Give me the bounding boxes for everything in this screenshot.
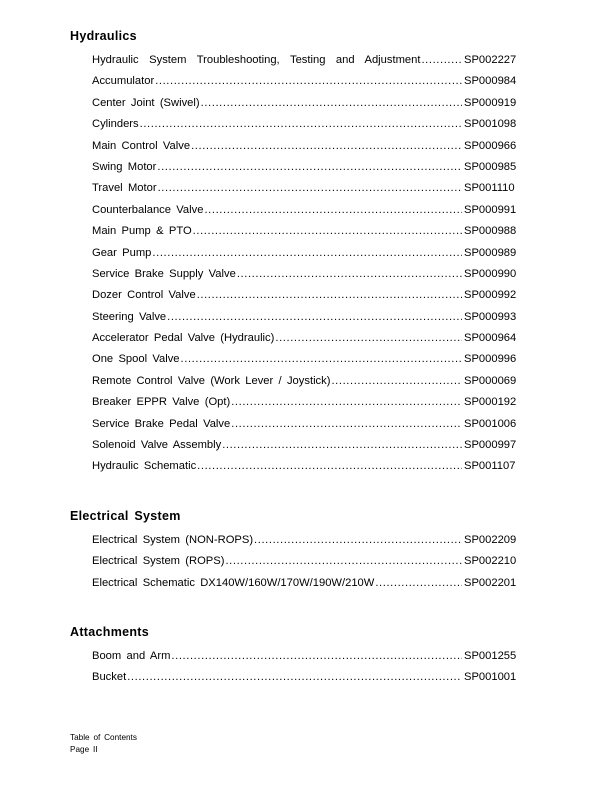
toc-entry-code: SP000964 — [464, 332, 517, 345]
toc-entry-code: SP002209 — [464, 533, 517, 546]
dot-leader — [225, 561, 462, 573]
section-title: Attachments — [70, 624, 150, 639]
toc-entry[interactable] — [92, 456, 526, 477]
dot-leader — [171, 655, 462, 667]
toc-entry-code: SP001107 — [464, 460, 516, 473]
toc-entry-code: SP000990 — [464, 267, 517, 280]
toc-entry[interactable] — [92, 71, 526, 92]
toc-entry-label: Service Brake Pedal Valve — [92, 417, 231, 430]
toc-entry[interactable] — [92, 392, 526, 413]
toc-entry-label: Electrical Schematic DX140W/160W/170W/190W/210W — [92, 576, 375, 589]
dot-leader — [193, 231, 462, 243]
toc-entry-label: Service Brake Supply Valve — [92, 267, 236, 280]
toc-entry-code: SP000991 — [464, 203, 517, 216]
toc-entry[interactable] — [92, 136, 526, 157]
footer-page-number: Page II — [70, 744, 98, 754]
dot-leader — [421, 59, 462, 71]
dot-leader — [375, 582, 462, 594]
toc-entry[interactable] — [92, 157, 526, 178]
toc-entry-label: Main Control Valve — [92, 139, 191, 152]
dot-leader — [167, 316, 462, 328]
toc-entry-label: Main Pump & PTO — [92, 225, 192, 238]
toc-entry-code: SP001255 — [464, 649, 517, 662]
dot-leader — [222, 444, 462, 456]
dot-leader — [155, 81, 462, 93]
toc-entry-label: Electrical System (ROPS) — [92, 555, 225, 568]
dot-leader — [254, 539, 462, 551]
dot-leader — [237, 273, 462, 285]
toc-entry[interactable] — [92, 414, 526, 435]
dot-leader — [197, 466, 462, 478]
dot-leader — [152, 252, 462, 264]
toc-entry[interactable] — [92, 573, 526, 594]
toc-entry-label: Bucket — [92, 671, 127, 684]
toc-list — [70, 50, 526, 478]
toc-section — [70, 624, 526, 689]
toc-section — [70, 508, 526, 594]
toc-entry[interactable] — [92, 200, 526, 221]
toc-entry-label: Travel Motor — [92, 182, 157, 195]
dot-leader — [197, 295, 462, 307]
toc-entry-label: Dozer Control Valve — [92, 289, 196, 302]
dot-leader — [201, 102, 462, 114]
toc-entry[interactable] — [92, 178, 526, 199]
dot-leader — [331, 380, 462, 392]
toc-entry[interactable] — [92, 93, 526, 114]
toc-entry-label: Gear Pump — [92, 246, 152, 259]
toc-entry-code: SP000997 — [464, 439, 517, 452]
toc-entry-code: SP001110 — [464, 182, 515, 195]
toc-section — [70, 28, 526, 478]
dot-leader — [231, 423, 462, 435]
toc-list — [70, 530, 526, 594]
toc-entry[interactable] — [92, 371, 526, 392]
dot-leader — [181, 359, 462, 371]
toc-entry-code: SP000919 — [464, 96, 517, 109]
footer-title: Table of Contents — [70, 733, 137, 742]
toc-content — [70, 28, 526, 689]
section-title: Hydraulics — [70, 29, 137, 43]
toc-entry-code: SP000996 — [464, 353, 517, 366]
toc-entry-label: One Spool Valve — [92, 353, 180, 366]
toc-list — [70, 646, 526, 689]
toc-entry-code: SP002210 — [464, 555, 517, 568]
toc-entry-code: SP000069 — [464, 374, 517, 387]
toc-entry-label: Center Joint (Swivel) — [92, 96, 200, 109]
toc-entry[interactable] — [92, 264, 526, 285]
toc-entry-code: SP000192 — [464, 396, 517, 409]
toc-entry-code: SP001098 — [464, 118, 517, 131]
toc-entry-code: SP000992 — [464, 289, 517, 302]
toc-entry[interactable] — [92, 667, 526, 688]
dot-leader — [191, 145, 462, 157]
page-footer — [70, 732, 137, 755]
toc-entry[interactable] — [92, 221, 526, 242]
toc-entry-label: Accumulator — [92, 75, 155, 88]
toc-entry-label: Swing Motor — [92, 160, 157, 173]
dot-leader — [204, 209, 462, 221]
toc-entry-label: Accelerator Pedal Valve (Hydraulic) — [92, 332, 275, 345]
toc-entry[interactable] — [92, 349, 526, 370]
toc-entry[interactable] — [92, 307, 526, 328]
toc-entry-label: Hydraulic System Troubleshooting, Testing and Adjustment — [92, 54, 421, 66]
toc-entry-code: SP000985 — [464, 160, 517, 173]
toc-entry-label: Hydraulic Schematic — [92, 460, 197, 473]
toc-entry-label: Cylinders — [92, 118, 139, 131]
toc-entry[interactable] — [92, 328, 526, 349]
toc-entry-code: SP002201 — [464, 576, 517, 589]
toc-entry-code: SP001001 — [464, 671, 517, 684]
section-title: Electrical System — [70, 508, 181, 523]
dot-leader — [275, 337, 462, 349]
toc-entry-label: Counterbalance Valve — [92, 203, 204, 216]
toc-entry-code: SP001006 — [464, 417, 517, 430]
toc-entry[interactable] — [92, 243, 526, 264]
toc-entry-code: SP000984 — [464, 75, 517, 88]
toc-entry-code: SP002227 — [464, 54, 517, 66]
toc-entry[interactable] — [92, 114, 526, 135]
dot-leader — [140, 124, 462, 136]
toc-entry[interactable] — [92, 551, 526, 572]
toc-entry[interactable] — [92, 646, 526, 667]
dot-leader — [231, 402, 462, 414]
dot-leader — [127, 677, 462, 689]
toc-entry-label: Electrical System (NON-ROPS) — [92, 533, 254, 546]
toc-entry[interactable] — [92, 285, 526, 306]
toc-entry-label: Solenoid Valve Assembly — [92, 439, 222, 452]
toc-entry-code: SP000966 — [464, 139, 517, 152]
toc-entry[interactable] — [92, 435, 526, 456]
toc-entry-label: Remote Control Valve (Work Lever / Joystick) — [92, 374, 331, 387]
toc-entry[interactable] — [92, 530, 526, 551]
toc-entry-code: SP000988 — [464, 225, 517, 238]
dot-leader — [157, 166, 462, 178]
dot-leader — [158, 188, 462, 200]
toc-entry-code: SP000993 — [464, 310, 517, 323]
toc-entry-label: Boom and Arm — [92, 649, 171, 662]
toc-entry-label: Steering Valve — [92, 310, 167, 323]
toc-entry-label: Breaker EPPR Valve (Opt) — [92, 396, 231, 409]
toc-entry-code: SP000989 — [464, 246, 517, 259]
toc-entry[interactable] — [92, 50, 526, 71]
